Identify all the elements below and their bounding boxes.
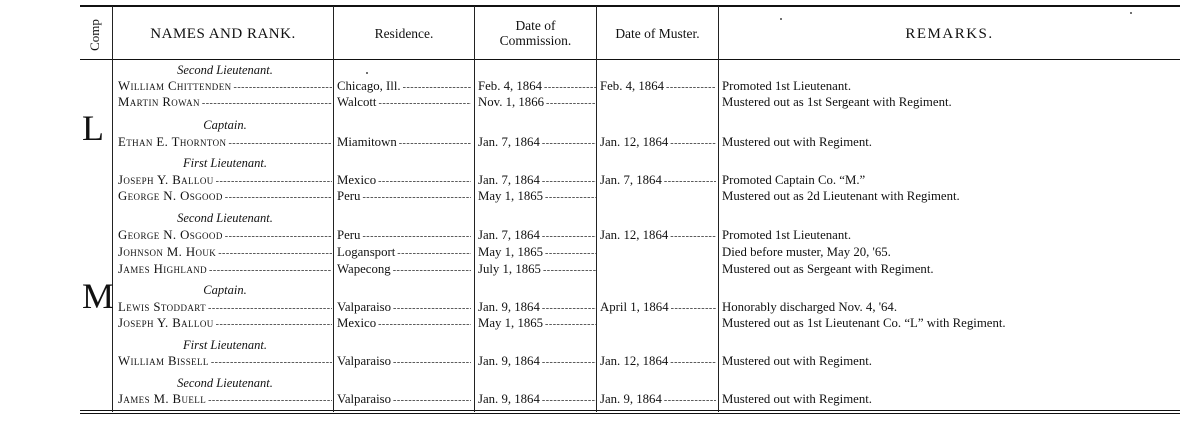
rank-heading: Second Lieutenant. <box>177 211 273 225</box>
remarks-cell: Mustered out as Sergeant with Regiment. <box>722 262 934 276</box>
ink-speck <box>366 72 368 74</box>
residence-cell: Peru - - - <box>337 188 471 205</box>
header-bottom-rule <box>80 59 1180 60</box>
header-residence: Residence. <box>374 25 434 41</box>
muster-cell: Feb. 4, 1864 - - - <box>600 78 716 95</box>
rank-heading: Captain. <box>203 283 247 297</box>
name-cell: James Highland - - - <box>118 261 332 278</box>
commission-cell: May 1, 1865 - - - <box>478 315 596 332</box>
residence-cell: Valparaiso - - - <box>337 353 471 370</box>
table-row <box>0 227 1180 244</box>
name-cell: James M. Buell - - - <box>118 391 332 408</box>
rank-heading: Second Lieutenant. <box>177 376 273 390</box>
company-letter: L <box>82 108 104 148</box>
rank-heading: First Lieutenant. <box>182 156 268 170</box>
name-cell: William Chittenden - - - <box>118 78 332 95</box>
commission-cell: Jan. 7, 1864 - - - <box>478 227 596 244</box>
muster-cell: Jan. 7, 1864 - - - <box>600 172 716 189</box>
table-row <box>0 299 1180 316</box>
name-cell: Joseph Y. Ballou - - - <box>118 172 332 189</box>
remarks-cell: Mustered out as 1st Lieutenant Co. “L” with Regiment. <box>722 316 1006 330</box>
residence-cell: Logansport - - - <box>337 244 471 261</box>
header-muster: Date of Muster. <box>615 25 700 41</box>
name-cell: William Bissell - - - <box>118 353 332 370</box>
table-row <box>0 172 1180 189</box>
header-commission <box>475 10 596 58</box>
muster-cell: Jan. 12, 1864 - - - <box>600 134 716 151</box>
remarks-cell: Mustered out with Regiment. <box>722 392 872 406</box>
col-divider-comp <box>112 6 113 412</box>
residence-cell: Miamitown - - - <box>337 134 471 151</box>
muster-cell: Jan. 12, 1864 - - - <box>600 353 716 370</box>
remarks-cell: Mustered out with Regiment. <box>722 354 872 368</box>
col-divider-residence <box>474 6 475 412</box>
residence-cell: Mexico - - - <box>337 315 471 332</box>
remarks-cell: Mustered out with Regiment. <box>722 135 872 149</box>
residence-cell: Valparaiso - - - <box>337 391 471 408</box>
commission-cell: Nov. 1, 1866 - - - <box>478 94 596 111</box>
name-cell: Ethan E. Thornton - - - <box>118 134 332 151</box>
table-row <box>0 244 1180 261</box>
commission-cell: Jan. 7, 1864 - - - <box>478 134 596 151</box>
table-row <box>0 353 1180 370</box>
bottom-rule <box>80 410 1180 411</box>
table-row <box>0 134 1180 151</box>
muster-cell: April 1, 1864 - - - <box>600 299 716 316</box>
remarks-cell: Promoted 1st Lieutenant. <box>722 228 852 242</box>
col-divider-names <box>333 6 334 412</box>
muster-cell <box>600 244 716 261</box>
header-comp: Comp <box>87 19 103 51</box>
rank-heading: Second Lieutenant. <box>177 63 273 77</box>
commission-cell: May 1, 1865 - - - <box>478 244 596 261</box>
header-commission-line1: Date of <box>515 18 556 34</box>
residence-cell: Valparaiso - - - <box>337 299 471 316</box>
residence-cell: Walcott - - - <box>337 94 471 111</box>
commission-cell: Jan. 7, 1864 - - - <box>478 172 596 189</box>
bottom-rule-double <box>80 413 1180 414</box>
remarks-cell: Promoted 1st Lieutenant. <box>722 79 852 93</box>
commission-cell: July 1, 1865 - - - <box>478 261 596 278</box>
muster-cell <box>600 261 716 278</box>
col-divider-muster <box>718 6 719 412</box>
company-letter: M <box>82 276 115 316</box>
header-names: NAMES AND RANK. <box>150 25 296 42</box>
muster-cell: Jan. 9, 1864 - - - <box>600 391 716 408</box>
remarks-cell: Honorably discharged Nov. 4, '64. <box>722 300 898 314</box>
ink-speck <box>780 18 782 20</box>
name-cell: Johnson M. Houk - - - <box>118 244 332 261</box>
remarks-cell: Mustered out as 2d Lieutenant with Regiment. <box>722 189 960 203</box>
table-row <box>0 261 1180 278</box>
commission-cell: Jan. 9, 1864 - - - <box>478 391 596 408</box>
top-rule <box>80 5 1180 7</box>
table-row <box>0 94 1180 111</box>
commission-cell: May 1, 1865 - - - <box>478 188 596 205</box>
header-remarks: REMARKS. <box>905 25 994 42</box>
name-cell: George N. Osgood - - - <box>118 188 332 205</box>
muster-cell <box>600 315 716 332</box>
muster-cell <box>600 94 716 111</box>
remarks-cell: Died before muster, May 20, '65. <box>722 245 891 259</box>
name-cell: Joseph Y. Ballou - - - <box>118 315 332 332</box>
muster-cell <box>600 188 716 205</box>
table-row <box>0 391 1180 408</box>
commission-cell: Jan. 9, 1864 - - - <box>478 299 596 316</box>
name-cell: Lewis Stoddart - - - <box>118 299 332 316</box>
table-row <box>0 78 1180 95</box>
col-divider-commission <box>596 6 597 412</box>
muster-cell: Jan. 12, 1864 - - - <box>600 227 716 244</box>
remarks-cell: Promoted Captain Co. “M.” <box>722 173 866 187</box>
remarks-cell: Mustered out as 1st Sergeant with Regiment. <box>722 95 952 109</box>
name-cell: Martin Rowan - - - <box>118 94 332 111</box>
header-commission-line2: Commission. <box>499 33 572 48</box>
rank-heading: First Lieutenant. <box>182 338 268 352</box>
residence-cell: Peru - - - <box>337 227 471 244</box>
name-cell: George N. Osgood - - - <box>118 227 332 244</box>
residence-cell: Mexico - - - <box>337 172 471 189</box>
table-row <box>0 315 1180 332</box>
commission-cell: Jan. 9, 1864 - - - <box>478 353 596 370</box>
table-row <box>0 188 1180 205</box>
residence-cell: Chicago, Ill. - - - <box>337 78 471 95</box>
rank-heading: Captain. <box>203 118 247 132</box>
commission-cell: Feb. 4, 1864 - - - <box>478 78 596 95</box>
residence-cell: Wapecong - - - <box>337 261 471 278</box>
ink-speck <box>1130 12 1132 14</box>
